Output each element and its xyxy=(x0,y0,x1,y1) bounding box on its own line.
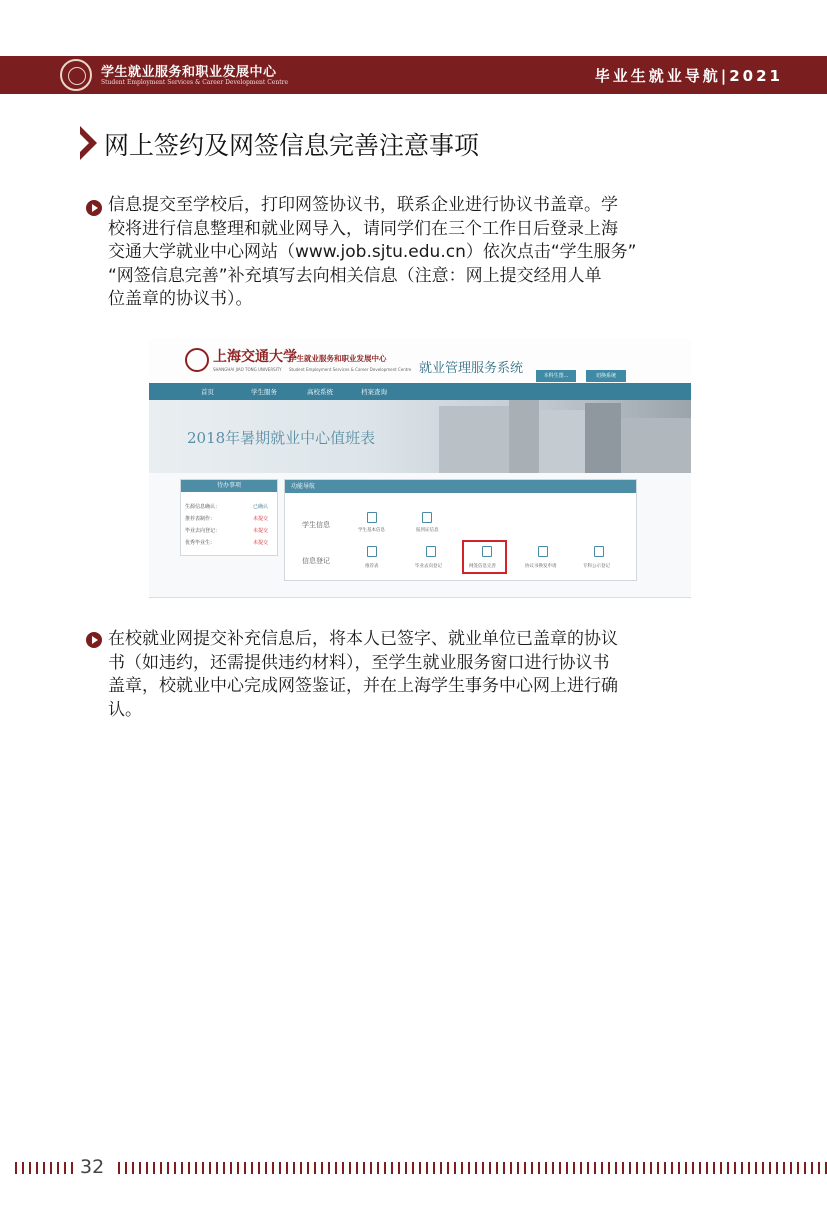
site-header xyxy=(149,339,691,383)
highlight-frame xyxy=(462,540,507,574)
recommendation-icon[interactable] xyxy=(367,546,377,557)
center-name-en: Student Employment Services & Career Development Centre xyxy=(101,79,289,86)
switch-system-button[interactable]: 切换系统 xyxy=(586,370,626,382)
todo-label: 推荐表制作： xyxy=(185,516,216,522)
footer-stripes xyxy=(118,1162,827,1174)
header-band xyxy=(0,56,827,94)
function-label[interactable]: 网签信息完善 xyxy=(469,564,496,569)
site-center-name: 学生就业服务和职业发展中心 xyxy=(289,354,387,363)
paragraph-line: 校将进行信息整理和就业网导入，请同学们在三个工作日后登录上海 xyxy=(108,218,618,239)
paragraph-line: 交通大学就业中心网站（www.job.sjtu.edu.cn）依次点击“学生服务” xyxy=(108,242,637,262)
bookmark-icon[interactable] xyxy=(594,546,604,557)
footer-stripes xyxy=(15,1162,73,1174)
site-nav xyxy=(149,383,691,400)
nav-item-home[interactable]: 首页 xyxy=(201,388,214,396)
page-number: 32 xyxy=(80,1156,105,1178)
banner-text[interactable]: 2018年暑期就业中心值班表 xyxy=(187,429,376,447)
paragraph-line: 盖章，校就业中心完成网签鉴证，并在上海学生事务中心网上进行确 xyxy=(108,676,618,696)
function-label[interactable]: 专科公示登记 xyxy=(583,564,610,569)
banner-building xyxy=(509,400,539,473)
nav-item-student-services[interactable]: 学生服务 xyxy=(251,388,277,396)
page-title: 网上签约及网签信息完善注意事项 xyxy=(104,131,480,160)
paragraph-line: 位盖章的协议书）。 xyxy=(108,289,253,309)
paragraph-line: 在校就业网提交补充信息后，将本人已签字、就业单位已盖章的协议 xyxy=(108,629,618,649)
guide-title: 毕业生就业导航|2021 xyxy=(594,67,783,85)
nav-item-college-system[interactable]: 高校系统 xyxy=(307,388,333,396)
function-label[interactable]: 推荐表 xyxy=(365,564,379,569)
paragraph-line: 信息提交至学校后，打印网签协议书，联系企业进行协议书盖章。学 xyxy=(108,195,618,215)
paragraph-line: “网签信息完善”补充填写去向相关信息（注意：网上提交经用人单 xyxy=(108,265,602,286)
university-name-en: SHANGHAI JIAO TONG UNIVERSITY xyxy=(213,367,282,372)
university-name: 上海交通大学 xyxy=(213,349,297,365)
todo-label: 优秀毕业生： xyxy=(185,540,216,546)
banner-building xyxy=(539,410,585,473)
row-label-registration: 信息登记 xyxy=(302,557,330,565)
function-nav-title: 功能导航 xyxy=(285,480,636,493)
university-seal-icon xyxy=(60,59,92,91)
row-label-student-info: 学生信息 xyxy=(302,521,330,529)
system-title: 就业管理服务系统 xyxy=(419,361,524,376)
todo-status[interactable]: 未提交 xyxy=(253,528,269,534)
bullet-arrow-icon xyxy=(86,632,102,648)
paragraph-line: 认。 xyxy=(108,699,142,720)
todo-label: 毕业去向登记： xyxy=(185,528,221,534)
function-nav-panel xyxy=(284,479,637,581)
function-label[interactable]: 报到证信息 xyxy=(416,528,439,533)
site-banner xyxy=(149,400,691,473)
envelope-icon[interactable] xyxy=(426,546,436,557)
todo-title: 待办事项 xyxy=(181,480,277,492)
function-label[interactable]: 毕业去向登记 xyxy=(415,564,442,569)
website-screenshot xyxy=(149,339,691,598)
todo-status[interactable]: 未提交 xyxy=(253,516,269,522)
sjtu-seal-icon xyxy=(185,348,209,372)
paragraph-2 xyxy=(108,628,678,722)
banner-building xyxy=(439,406,509,473)
report-card-icon[interactable] xyxy=(422,512,432,523)
center-name: 学生就业服务和职业发展中心 xyxy=(101,65,277,80)
student-info-icon[interactable] xyxy=(367,512,377,523)
paragraph-line: 书（如违约，还需提供违约材料），至学生就业服务窗口进行协议书 xyxy=(108,652,610,673)
site-center-name-en: Student Employment Services & Career Development Centre xyxy=(289,367,412,372)
function-label[interactable]: 学生基本信息 xyxy=(358,528,385,533)
banner-building xyxy=(585,403,621,473)
paragraph-1 xyxy=(108,194,678,312)
todo-status[interactable]: 已确认 xyxy=(253,504,269,510)
todo-panel xyxy=(180,479,278,556)
todo-label: 生源信息确认： xyxy=(185,504,221,510)
envelope-icon[interactable] xyxy=(538,546,548,557)
banner-building xyxy=(621,418,691,473)
title-arrow-icon xyxy=(80,126,97,160)
user-button[interactable]: 本科生图... xyxy=(536,370,576,382)
bullet-arrow-icon xyxy=(86,200,102,216)
todo-status[interactable]: 未提交 xyxy=(253,540,269,546)
nav-item-archive-query[interactable]: 档案查询 xyxy=(361,388,387,396)
function-label[interactable]: 协议书换发申请 xyxy=(525,564,557,569)
